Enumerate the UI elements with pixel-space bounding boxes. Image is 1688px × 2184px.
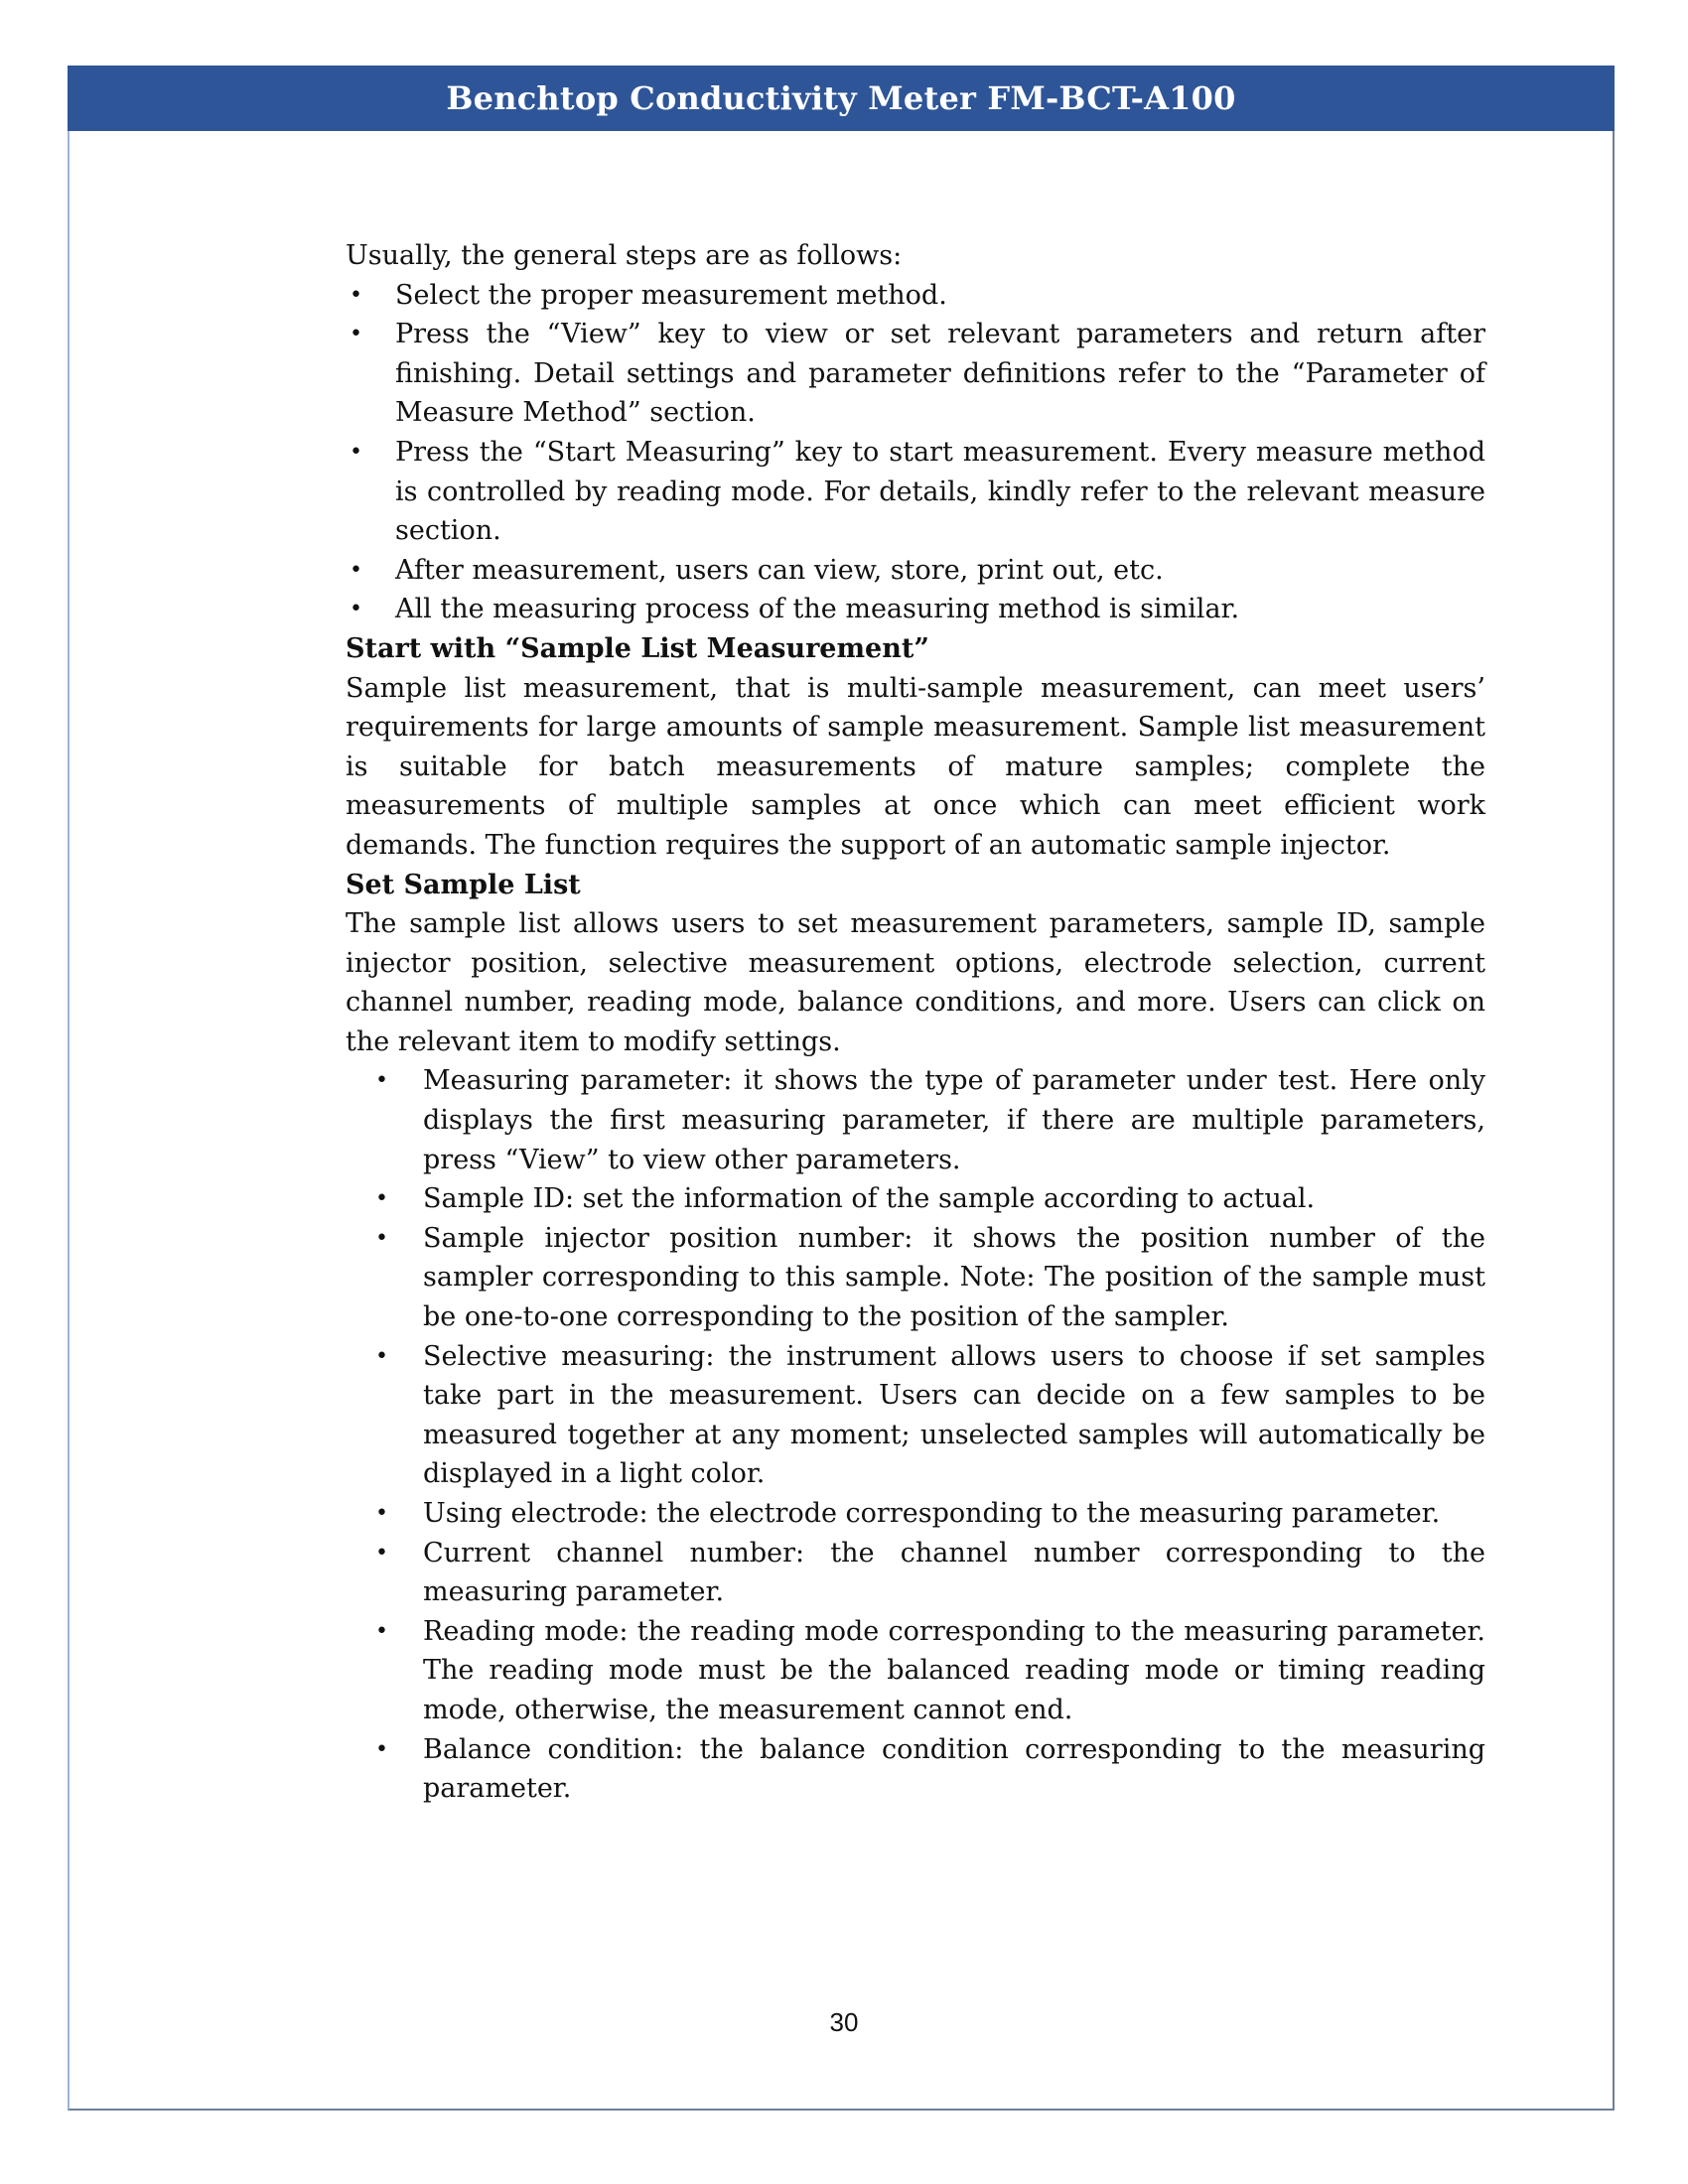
section-heading-sample-list-measurement: Start with “Sample List Measurement” xyxy=(346,632,929,664)
bullet-icon: • xyxy=(350,282,362,308)
list-item-text: All the measuring process of the measuring method is similar. xyxy=(395,594,1240,625)
section-heading-set-sample-list: Set Sample List xyxy=(346,869,581,900)
list-item xyxy=(346,1612,1485,1730)
list-item xyxy=(346,1337,1485,1494)
sample-list-fields xyxy=(346,1061,1485,1808)
list-item-text: Using electrode: the electrode corresponding to the measuring parameter. xyxy=(423,1498,1441,1529)
section-body-set-sample-list: The sample list allows users to set measurement parameters, sample ID, sample injector position, selective measurement options, electrode selection, current channel number, reading mode, balance conditions, and more. Users can click on the relevant item to modify settings. xyxy=(346,908,1485,1057)
list-item xyxy=(346,433,1485,551)
list-item xyxy=(346,315,1485,433)
bullet-icon: • xyxy=(375,1343,388,1369)
list-item xyxy=(346,1534,1485,1612)
bullet-icon: • xyxy=(350,597,362,622)
section-body-sample-list-measurement: Sample list measurement, that is multi-sample measurement, can meet users’ requirements for large amounts of sample measurement. Sample list measurement is suitable for batch measurements of mature samples; complete the measurements of multiple samples at once which can meet efficient work demands. The function requires the support of an automatic sample injector. xyxy=(346,672,1485,861)
list-item-text: Press the “View” key to view or set relevant parameters and return after finishing. Detail settings and parameter definitions refer to the “Parameter of Measure Method” section. xyxy=(395,319,1485,429)
list-item-text: Measuring parameter: it shows the type of parameter under test. Here only displays the first measuring parameter, if there are multiple parameters, press “View” to view other parameters. xyxy=(423,1065,1485,1175)
intro-text: Usually, the general steps are as follows: xyxy=(346,240,903,271)
list-item-text: Reading mode: the reading mode corresponding to the measuring parameter. The reading mode must be the balanced reading mode or timing reading mode, otherwise, the measurement cannot end. xyxy=(423,1615,1485,1725)
page-number: 30 xyxy=(829,2007,859,2037)
list-item-text: Balance condition: the balance condition corresponding to the measuring parameter. xyxy=(423,1733,1485,1805)
bullet-icon: • xyxy=(350,557,362,583)
list-item xyxy=(346,590,1485,629)
list-item-text: Sample injector position number: it shows the position number of the sampler corresponding to this sample. Note: The position of the sample must be one-to-one corresponding to the position of the sampler. xyxy=(423,1222,1485,1333)
list-item-text: Current channel number: the channel number corresponding to the measuring parameter. xyxy=(423,1537,1485,1608)
list-item xyxy=(346,551,1485,591)
document-title: Benchtop Conductivity Meter FM-BCT-A100 xyxy=(446,79,1236,117)
list-item xyxy=(346,1494,1485,1534)
list-item xyxy=(346,1179,1485,1219)
bullet-icon: • xyxy=(350,322,362,347)
bullet-icon: • xyxy=(375,1186,388,1212)
bullet-icon: • xyxy=(375,1540,388,1566)
bullet-icon: • xyxy=(350,439,362,465)
steps-list xyxy=(346,276,1485,629)
list-item xyxy=(346,1730,1485,1809)
list-item xyxy=(346,276,1485,316)
page-header xyxy=(68,66,1615,131)
bullet-icon: • xyxy=(375,1618,388,1644)
bullet-icon: • xyxy=(375,1068,388,1094)
list-item-text: Select the proper measurement method. xyxy=(395,279,947,311)
bullet-icon: • xyxy=(375,1501,388,1526)
page-content xyxy=(346,236,1485,1809)
bullet-icon: • xyxy=(375,1736,388,1762)
list-item xyxy=(346,1061,1485,1179)
list-item xyxy=(346,1219,1485,1337)
list-item-text: Selective measuring: the instrument allows users to choose if set samples take part in the measurement. Users can decide on a few samples to be measured together at any moment; unselected samples will automatically be displayed in a light color. xyxy=(423,1340,1485,1490)
list-item-text: After measurement, users can view, store, print out, etc. xyxy=(395,554,1164,586)
list-item-text: Press the “Start Measuring” key to start measurement. Every measure method is controlled by reading mode. For details, kindly refer to the relevant measure section. xyxy=(395,436,1485,547)
list-item-text: Sample ID: set the information of the sample according to actual. xyxy=(423,1183,1316,1215)
bullet-icon: • xyxy=(375,1225,388,1251)
